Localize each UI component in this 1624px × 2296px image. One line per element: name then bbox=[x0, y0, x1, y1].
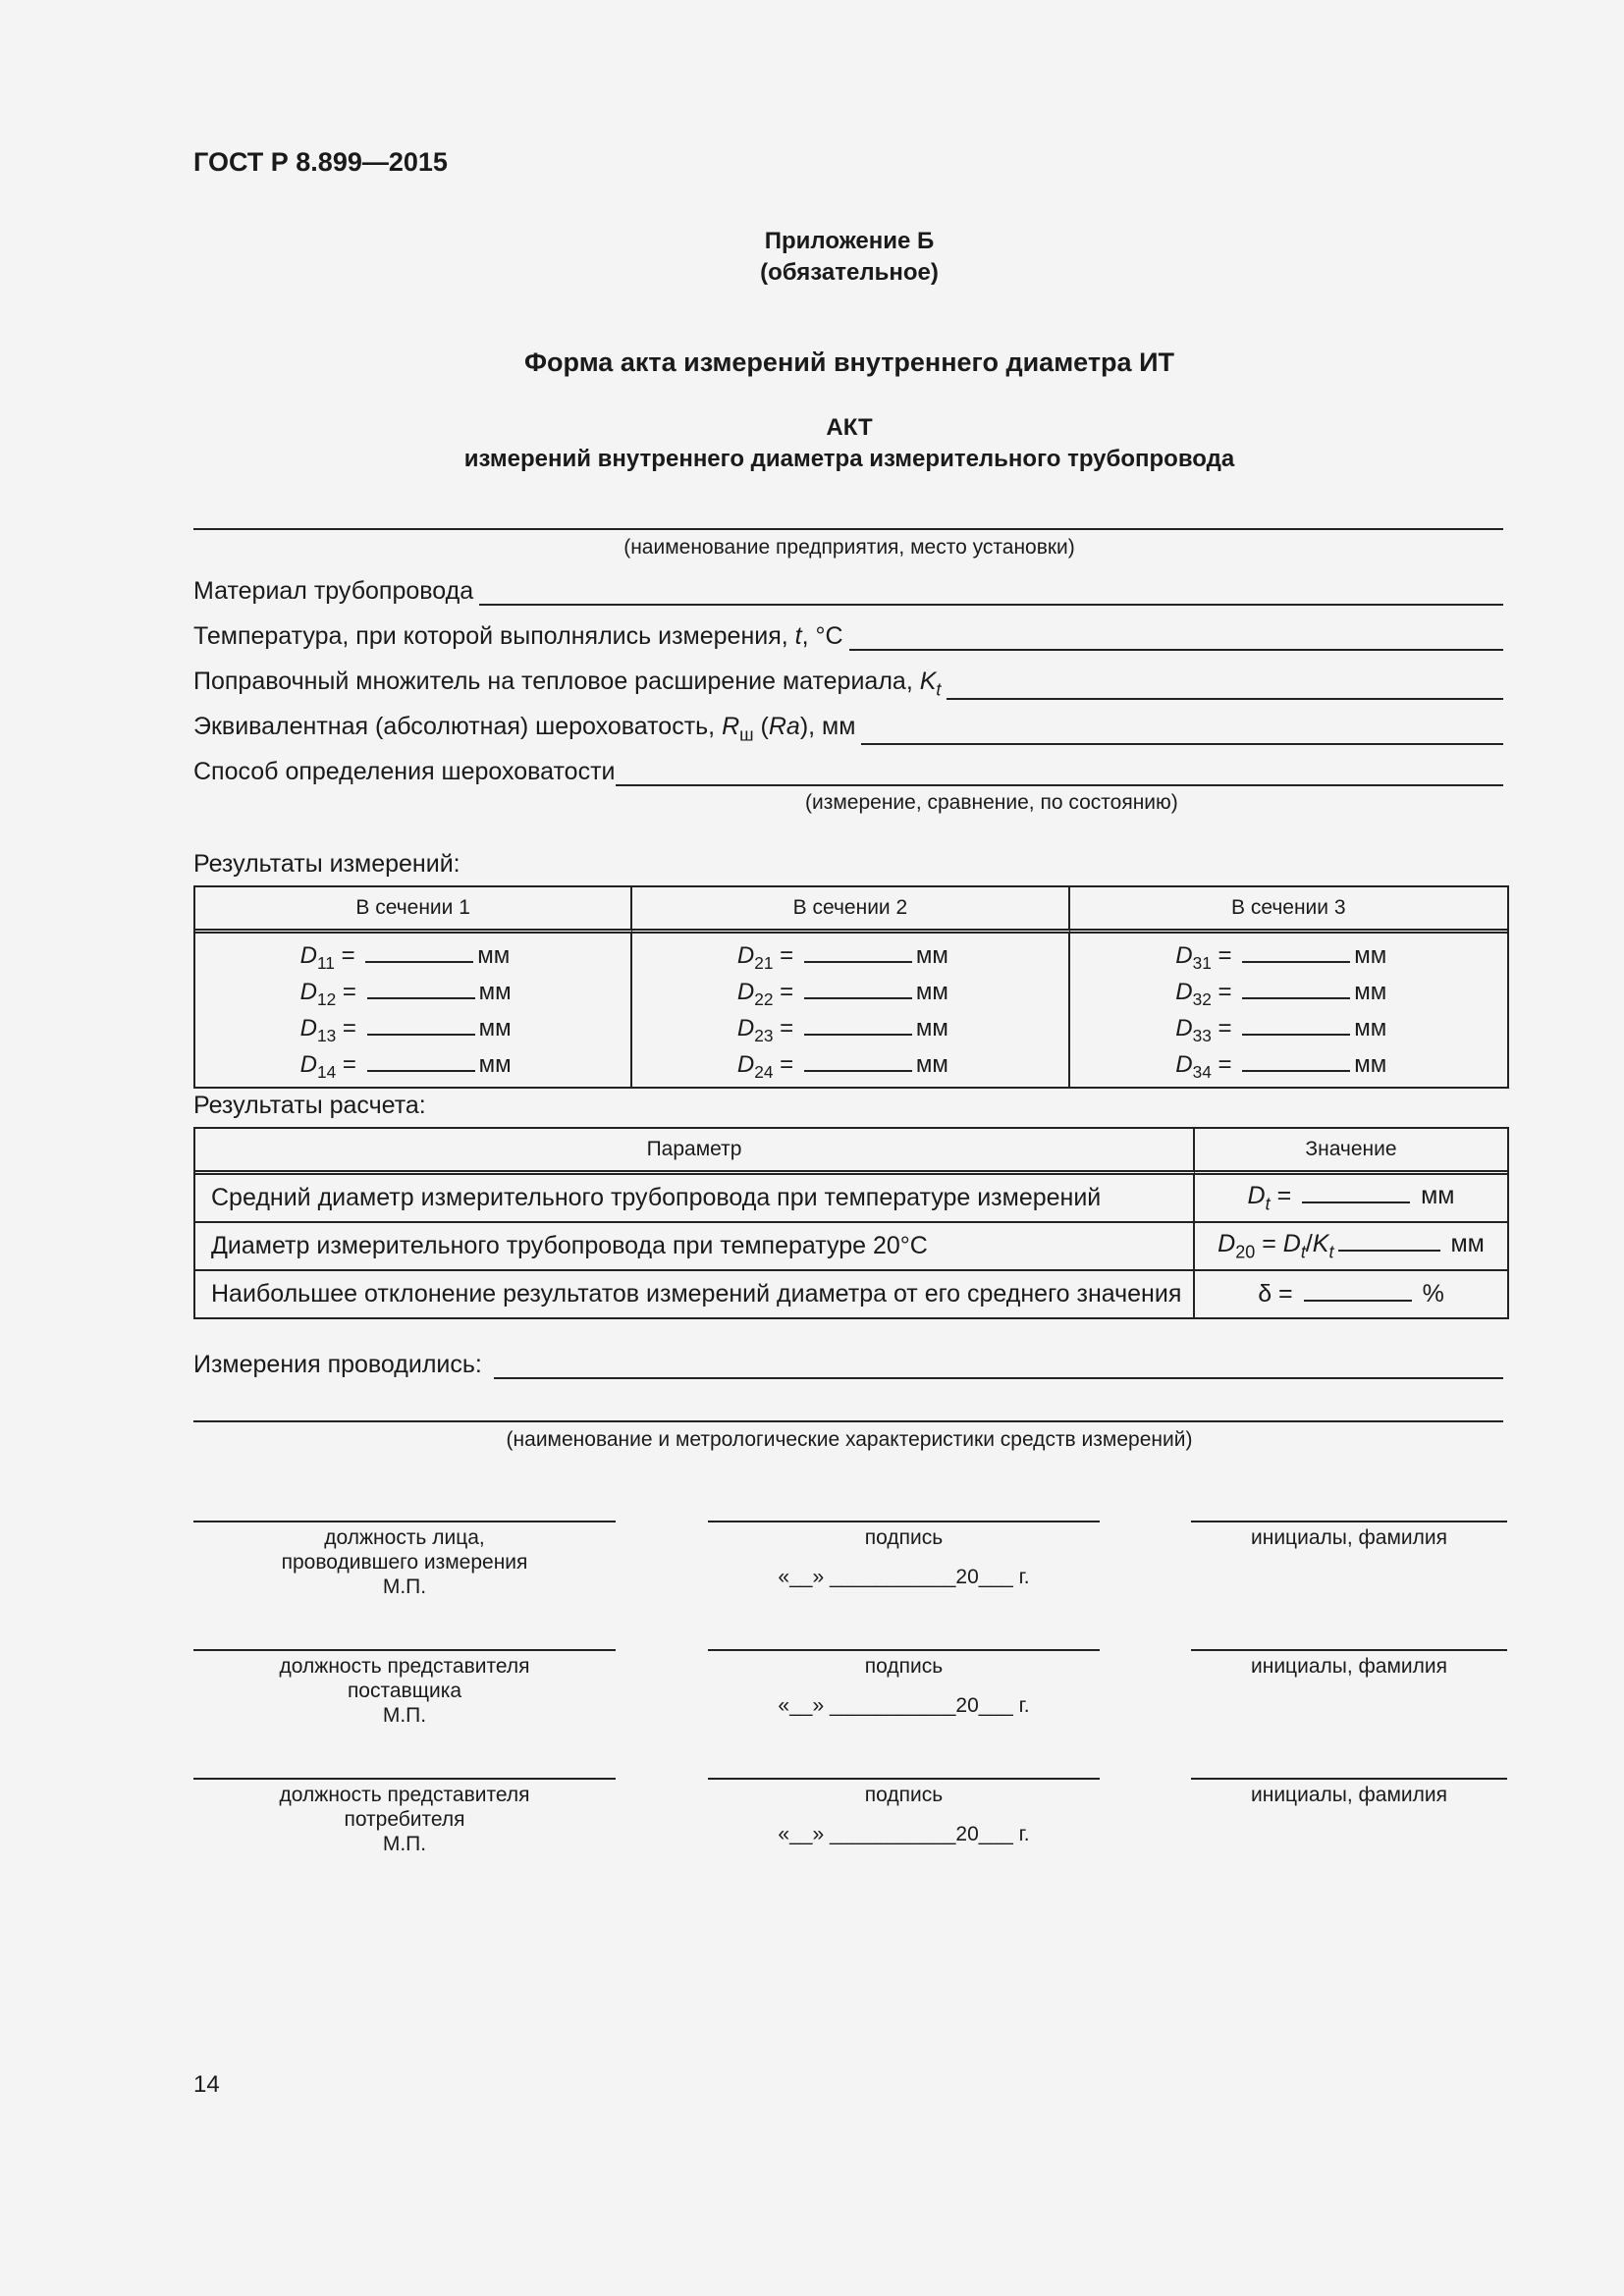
field-roughness-input[interactable] bbox=[861, 721, 1503, 745]
measurement-line[interactable]: $D_{33}$ = мм bbox=[1175, 1015, 1387, 1046]
measurement-line[interactable]: $D_{14}$ = мм bbox=[299, 1051, 512, 1083]
field-material-input[interactable] bbox=[479, 582, 1503, 606]
method-caption: (измерение, сравнение, по состоянию) bbox=[805, 791, 1178, 814]
sig-2-sign-line[interactable] bbox=[708, 1649, 1100, 1651]
field-material-label: Материал трубопровода bbox=[193, 577, 474, 605]
appendix-title: Приложение Б bbox=[764, 228, 935, 254]
sig-3-role: должность представителя потребителя М.П. bbox=[279, 1784, 530, 1855]
field-temperature bbox=[193, 622, 1503, 651]
sig-2-date[interactable]: «__» ___________20___ г. bbox=[778, 1694, 1030, 1717]
calc-table bbox=[193, 1127, 1509, 1319]
calc-header-row bbox=[195, 1129, 1507, 1175]
measurement-line[interactable]: $D_{12}$ = мм bbox=[299, 979, 512, 1010]
section-2-values bbox=[632, 934, 1069, 1087]
sig-1-sign-line[interactable] bbox=[708, 1521, 1100, 1522]
sig-1-sign: подпись bbox=[864, 1526, 944, 1549]
field-temperature-input[interactable] bbox=[849, 627, 1503, 651]
performed-input[interactable] bbox=[494, 1356, 1503, 1379]
field-material bbox=[193, 577, 1503, 606]
section-1-values bbox=[195, 934, 632, 1087]
field-method-label: Способ определения шероховатости bbox=[193, 758, 616, 785]
field-roughness-label: Эквивалентная (абсолютная) шероховатость, $R_ш$ (Ra), мм bbox=[193, 713, 856, 745]
section-2-header: В сечении 2 bbox=[632, 887, 1069, 934]
calc-param-deviation: Наибольшее отклонение результатов измерений диаметра от его среднего значения bbox=[195, 1269, 1195, 1317]
calc-row-20c bbox=[195, 1221, 1507, 1269]
measurement-line[interactable]: $D_{13}$ = мм bbox=[299, 1015, 512, 1046]
performed-caption: (наименование и метрологические характеристики средств измерений) bbox=[506, 1428, 1193, 1451]
sig-3-date[interactable]: «__» ___________20___ г. bbox=[778, 1823, 1030, 1845]
measurement-line[interactable]: $D_{31}$ = мм bbox=[1175, 942, 1387, 974]
sig-3-name: инициалы, фамилия bbox=[1251, 1784, 1447, 1806]
appendix-status: (обязательное) bbox=[760, 259, 939, 286]
measurement-line[interactable]: $D_{11}$ = мм bbox=[299, 942, 511, 974]
field-coefficient-input[interactable] bbox=[947, 676, 1503, 700]
measurement-line[interactable]: $D_{24}$ = мм bbox=[736, 1051, 948, 1083]
act-subtitle: измерений внутреннего диаметра измерительного трубопровода bbox=[463, 446, 1235, 472]
sig-2-name-line[interactable] bbox=[1191, 1649, 1507, 1651]
sig-1-role-line[interactable] bbox=[193, 1521, 616, 1522]
measurements-table bbox=[193, 885, 1509, 1089]
measurement-line[interactable]: $D_{21}$ = мм bbox=[736, 942, 948, 974]
form-title: Форма акта измерений внутреннего диаметра ИТ bbox=[524, 347, 1174, 377]
calc-value-mean[interactable]: $D_t$ = мм bbox=[1247, 1181, 1455, 1214]
section-3-header: В сечении 3 bbox=[1070, 887, 1507, 934]
sig-3-sign-line[interactable] bbox=[708, 1778, 1100, 1780]
measurement-line[interactable]: $D_{22}$ = мм bbox=[736, 979, 948, 1010]
calc-param-mean: Средний диаметр измерительного трубопровода при температуре измерений bbox=[195, 1175, 1195, 1221]
act-title: АКТ bbox=[826, 414, 873, 441]
field-method-input[interactable] bbox=[616, 763, 1503, 786]
appendix-heading bbox=[193, 226, 1505, 289]
sig-2-name: инициалы, фамилия bbox=[1251, 1655, 1447, 1678]
measurement-line[interactable]: $D_{34}$ = мм bbox=[1175, 1051, 1387, 1083]
measurements-body-row bbox=[195, 934, 1507, 1087]
sig-3-name-line[interactable] bbox=[1191, 1778, 1507, 1780]
sig-1-name: инициалы, фамилия bbox=[1251, 1526, 1447, 1549]
calc-row-deviation bbox=[195, 1269, 1507, 1317]
calc-row-mean bbox=[195, 1175, 1507, 1221]
calc-label: Результаты расчета: bbox=[193, 1092, 426, 1119]
calc-col-value: Значение bbox=[1195, 1129, 1507, 1175]
enterprise-line[interactable] bbox=[193, 528, 1503, 530]
enterprise-caption: (наименование предприятия, место установки) bbox=[623, 536, 1075, 559]
measurement-line[interactable]: $D_{32}$ = мм bbox=[1175, 979, 1387, 1010]
measurement-line[interactable]: $D_{23}$ = мм bbox=[736, 1015, 948, 1046]
field-roughness bbox=[193, 713, 1503, 745]
calc-param-20c: Диаметр измерительного трубопровода при температуре 20°С bbox=[195, 1221, 1195, 1269]
document-header: ГОСТ Р 8.899—2015 bbox=[193, 147, 448, 177]
sig-1-role: должность лица, проводившего измерения М.П. bbox=[281, 1526, 528, 1598]
field-coefficient-label: Поправочный множитель на тепловое расширение материала, $K_t$ bbox=[193, 667, 942, 700]
calc-value-20c[interactable]: $D_{20} = D_t/K_t$ мм bbox=[1195, 1221, 1507, 1269]
sig-2-sign: подпись bbox=[864, 1655, 944, 1678]
sig-1-date[interactable]: «__» ___________20___ г. bbox=[778, 1566, 1030, 1588]
measurements-header-row bbox=[195, 887, 1507, 934]
field-temperature-label: Температура, при которой выполнялись измерения, t, °С bbox=[193, 622, 843, 650]
field-method bbox=[193, 758, 1503, 786]
page-number: 14 bbox=[193, 2071, 220, 2098]
section-1-header: В сечении 1 bbox=[195, 887, 632, 934]
sig-2-role: должность представителя поставщика М.П. bbox=[279, 1655, 530, 1727]
performed-row bbox=[193, 1351, 1503, 1379]
calc-col-param: Параметр bbox=[195, 1129, 1195, 1175]
section-3-values bbox=[1070, 934, 1507, 1087]
performed-label: Измерения проводились: bbox=[193, 1351, 482, 1378]
sig-2-role-line[interactable] bbox=[193, 1649, 616, 1651]
sig-3-role-line[interactable] bbox=[193, 1778, 616, 1780]
calc-value-deviation[interactable]: δ = % bbox=[1195, 1269, 1507, 1317]
measurements-label: Результаты измерений: bbox=[193, 850, 460, 878]
performed-line-2[interactable] bbox=[193, 1420, 1503, 1422]
field-coefficient bbox=[193, 667, 1503, 700]
sig-1-name-line[interactable] bbox=[1191, 1521, 1507, 1522]
act-heading bbox=[193, 412, 1505, 475]
sig-3-sign: подпись bbox=[864, 1784, 944, 1806]
